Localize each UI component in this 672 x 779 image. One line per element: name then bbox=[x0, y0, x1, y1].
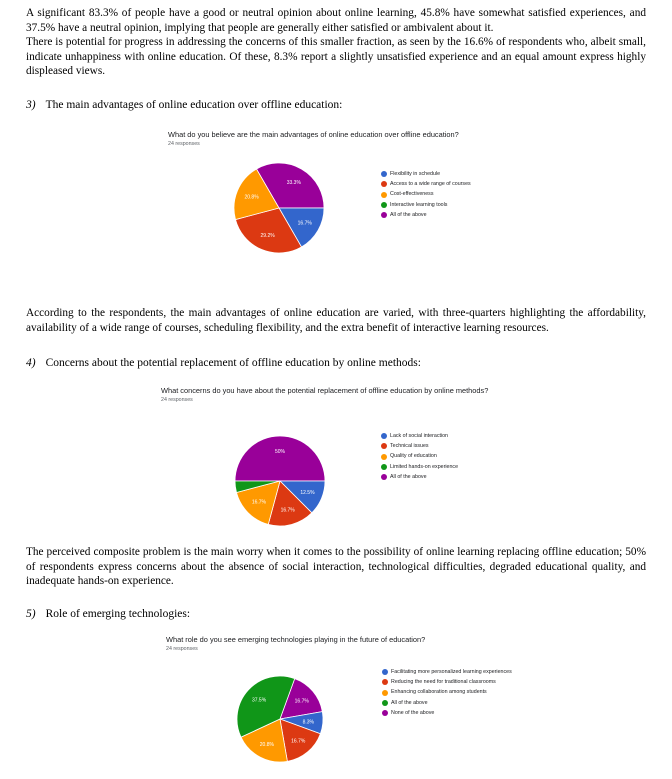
pie-slice-label: 16.7% bbox=[291, 738, 306, 745]
legend-concerns bbox=[381, 433, 511, 484]
legend-label: Facilitating more personalized learning experiences bbox=[391, 669, 512, 675]
legend-color-dot bbox=[381, 212, 387, 218]
chart-responses: 24 responses bbox=[161, 397, 193, 403]
pie-slice-all-of-the-above bbox=[235, 436, 325, 481]
legend-label: Quality of education bbox=[390, 453, 437, 460]
pie-slice-label: 50% bbox=[274, 449, 286, 456]
pie-slice-label: 16.7% bbox=[280, 507, 295, 514]
legend-color-dot bbox=[381, 464, 387, 470]
pie-slice-label: 16.7% bbox=[294, 698, 309, 705]
legend-label: Technical issues bbox=[390, 443, 429, 450]
chart-concerns-header bbox=[161, 386, 501, 404]
legend-item-quality-of-education bbox=[381, 453, 511, 460]
legend-advantages bbox=[381, 171, 511, 222]
legend-item-cost-effectiveness bbox=[381, 191, 511, 198]
legend-color-dot bbox=[382, 690, 388, 696]
legend-label: Lack of social interaction bbox=[390, 433, 449, 439]
legend-label: Limited hands-on experience bbox=[390, 463, 459, 470]
legend-label: Interactive learning tools bbox=[390, 201, 448, 208]
chart-title: What role do you see emerging technologies playing in the future of education? bbox=[166, 635, 426, 644]
legend-color-dot bbox=[381, 474, 387, 480]
legend-label: All of the above bbox=[390, 211, 427, 218]
heading-text: The main advantages of online education over offline education: bbox=[45, 99, 343, 111]
pie-slice-label: 16.7% bbox=[251, 499, 267, 506]
heading-number: 5) bbox=[26, 608, 36, 620]
intro-paragraph-1: A significant 83.3% of people have a good or neutral opinion about online learning, 45.8% have somewhat satisfied experiences, and 37.5% have a neutral opinion, implying that people are generally either satisfied or ambivalent about it. bbox=[26, 7, 646, 34]
heading-emerging-tech bbox=[26, 607, 190, 621]
pie-slice-label: 20.8% bbox=[244, 194, 259, 201]
legend-color-dot bbox=[381, 192, 387, 198]
pie-slice-label: 8.3% bbox=[302, 719, 314, 726]
legend-color-dot bbox=[381, 202, 387, 208]
legend-color-dot bbox=[382, 700, 388, 706]
legend-item-lack-of-social-interaction bbox=[381, 433, 511, 440]
chart-responses: 24 responses bbox=[166, 646, 198, 652]
heading-text: Concerns about the potential replacement of offline education by online methods: bbox=[45, 357, 421, 369]
pie-chart-concerns bbox=[200, 428, 360, 538]
intro-paragraph-2: There is potential for progress in addressing the concerns of this smaller fraction, as seen by the 16.6% of respondents who, albeit small, indicate unhappiness with online education. Of these, 8.3% report a slightly unsatisfied experience and an equal amount express highly displeased views. bbox=[26, 36, 646, 78]
chart-title: What concerns do you have about the potential replacement of offline education by online methods? bbox=[161, 386, 489, 395]
legend-label: None of the above bbox=[391, 709, 435, 716]
legend-color-dot bbox=[381, 433, 387, 439]
chart-emerging-header bbox=[166, 635, 566, 653]
pie-slice-label: 20.8% bbox=[259, 741, 274, 748]
heading-advantages bbox=[26, 98, 342, 112]
legend-color-dot bbox=[382, 679, 388, 685]
legend-color-dot bbox=[381, 171, 387, 177]
legend-item-all-of-the-above bbox=[382, 700, 512, 707]
pie-slice-label: 12.5% bbox=[300, 490, 315, 497]
legend-color-dot bbox=[382, 669, 388, 675]
heading-text: Role of emerging technologies: bbox=[45, 608, 191, 620]
chart-responses: 24 responses bbox=[168, 141, 200, 147]
legend-emerging-tech bbox=[382, 669, 512, 720]
legend-label: Reducing the need for traditional classrooms bbox=[391, 679, 496, 686]
legend-label: Flexibility in schedule bbox=[390, 171, 441, 177]
legend-item-limited-hands-on-experience bbox=[381, 464, 511, 471]
legend-label: Enhancing collaboration among students bbox=[391, 689, 487, 696]
legend-item-all-of-the-above bbox=[381, 474, 511, 481]
chart-advantages-header bbox=[168, 130, 588, 148]
legend-label: All of the above bbox=[391, 699, 428, 706]
heading-number: 3) bbox=[26, 99, 36, 111]
pie-slice-label: 29.2% bbox=[260, 233, 275, 240]
legend-color-dot bbox=[381, 454, 387, 460]
heading-concerns bbox=[26, 356, 421, 370]
paragraph-concerns-summary: The perceived composite problem is the main worry when it comes to the possibility of online learning replacing offline education; 50% of respondents express concerns about the absence of social interaction, technological difficulties, degraded educational quality, and inadequate hands-on experience. bbox=[26, 546, 646, 588]
legend-label: Cost-effectiveness bbox=[390, 191, 434, 198]
pie-chart-advantages bbox=[200, 158, 360, 278]
legend-item-none-of-the-above bbox=[382, 710, 512, 717]
legend-color-dot bbox=[381, 181, 387, 187]
legend-color-dot bbox=[381, 443, 387, 449]
pie-slice-label: 16.7% bbox=[297, 220, 312, 227]
pie-slice-label: 37.5% bbox=[251, 697, 267, 704]
legend-item-enhancing-collaboration-among-students bbox=[382, 689, 512, 696]
pie-chart-emerging-tech bbox=[200, 664, 360, 774]
legend-item-facilitating-more-personalized-learning-experiences bbox=[382, 669, 512, 676]
legend-item-all-of-the-above bbox=[381, 212, 511, 219]
legend-item-interactive-learning-tools bbox=[381, 202, 511, 209]
paragraph-advantages-summary: According to the respondents, the main advantages of online education are varied, with three-quarters highlighting the affordability, availability of a wide range of courses, scheduling flexibility, and the extra benefit of interactive learning resources. bbox=[26, 307, 646, 334]
chart-title: What do you believe are the main advantages of online education over offline education? bbox=[168, 130, 459, 139]
legend-item-technical-issues bbox=[381, 443, 511, 450]
legend-color-dot bbox=[382, 710, 388, 716]
heading-number: 4) bbox=[26, 357, 36, 369]
pie-slice-label: 33.3% bbox=[286, 180, 301, 187]
legend-item-reducing-the-need-for-traditional-classrooms bbox=[382, 679, 512, 686]
legend-label: All of the above bbox=[390, 473, 427, 480]
legend-label: Access to a wide range of courses bbox=[390, 181, 471, 188]
legend-item-access-to-a-wide-range-of-courses bbox=[381, 181, 511, 188]
legend-item-flexibility-in-schedule bbox=[381, 171, 511, 178]
